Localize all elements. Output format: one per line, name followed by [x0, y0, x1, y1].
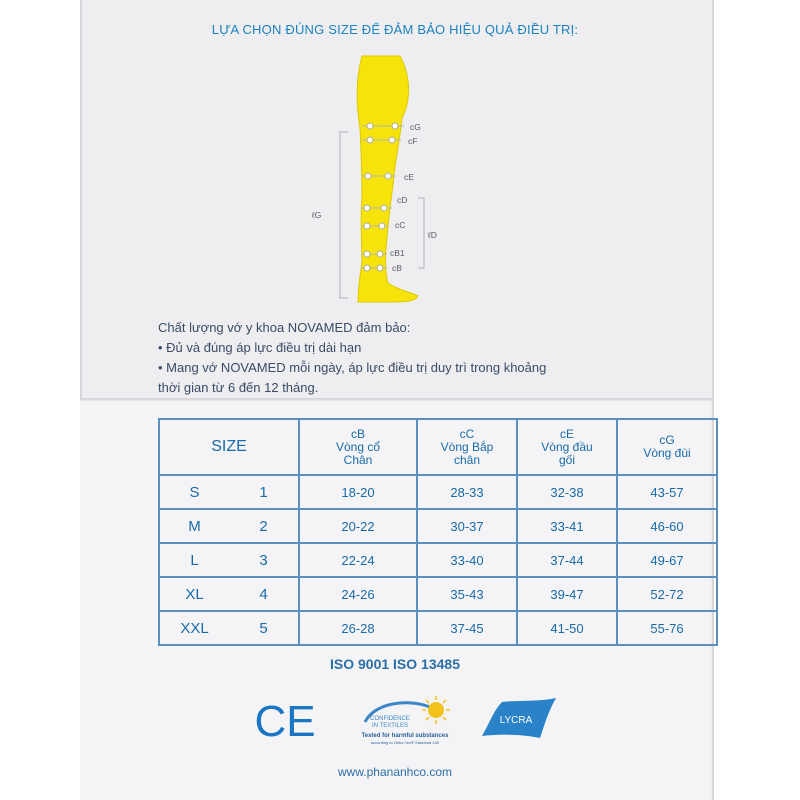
cell-cE: 37-44	[517, 543, 617, 577]
cell-cC: 35-43	[417, 577, 517, 611]
size-letter: L	[159, 543, 229, 577]
col-header-cE	[517, 419, 617, 475]
cell-cG: 55-76	[617, 611, 717, 645]
label-cE: cE	[404, 172, 414, 182]
col-label-2: Chân	[343, 452, 373, 467]
size-number: 3	[229, 543, 299, 577]
col-label-1: Vòng đùi	[643, 446, 691, 460]
cell-cE: 41-50	[517, 611, 617, 645]
cell-cB: 26-28	[299, 611, 417, 645]
cell-cE: 39-47	[517, 577, 617, 611]
table-row	[159, 509, 717, 543]
intro-line-4: thời gian từ 6 đến 12 tháng.	[158, 380, 319, 395]
cell-cC: 28-33	[417, 475, 517, 509]
size-letter: S	[159, 475, 229, 509]
lycra-logo	[478, 696, 560, 740]
size-letter: XXL	[159, 611, 229, 645]
cell-cB: 20-22	[299, 509, 417, 543]
col-label-1: Vòng đầu	[541, 439, 593, 454]
leg-illustration	[300, 48, 500, 308]
size-table	[158, 418, 718, 646]
ce-mark-text: CE	[254, 697, 316, 746]
cell-cG: 43-57	[617, 475, 717, 509]
heading: LỰA CHỌN ĐÚNG SIZE ĐỂ ĐẢM BẢO HIỆU QUẢ ĐIỀU TRỊ:	[211, 22, 579, 37]
cell-cB: 24-26	[299, 577, 417, 611]
intro-line-1: Chất lượng vớ y khoa NOVAMED đảm bảo:	[158, 320, 411, 335]
cell-cC: 33-40	[417, 543, 517, 577]
label-cD: cD	[397, 195, 408, 205]
iso-certifications: ISO 9001 ISO 13485	[330, 656, 460, 672]
cell-cG: 52-72	[617, 577, 717, 611]
size-number: 2	[229, 509, 299, 543]
col-code: cE	[559, 426, 574, 441]
cell-cG: 46-60	[617, 509, 717, 543]
table-header-row	[159, 419, 717, 475]
size-number: 5	[229, 611, 299, 645]
lycra-text: LYCRA	[499, 715, 533, 726]
size-letter: XL	[159, 577, 229, 611]
table-row	[159, 611, 717, 645]
table-row	[159, 543, 717, 577]
col-code: cG	[659, 433, 675, 447]
website-url: www.phananhco.com	[337, 765, 453, 779]
size-letter: M	[159, 509, 229, 543]
table-row	[159, 577, 717, 611]
label-cG: cG	[410, 122, 421, 132]
leg-diagram	[300, 48, 500, 308]
oeko-line-1: CONFIDENCE	[370, 716, 410, 722]
sun-icon	[428, 702, 444, 718]
col-header-cC	[417, 419, 517, 475]
col-label-1: Vòng cổ	[335, 439, 381, 454]
cell-cE: 32-38	[517, 475, 617, 509]
label-cB: cB	[392, 263, 402, 273]
cell-cC: 30-37	[417, 509, 517, 543]
fold-line	[80, 398, 712, 401]
col-label-2: chân	[453, 452, 481, 467]
ce-mark	[245, 690, 325, 750]
cell-cB: 22-24	[299, 543, 417, 577]
oeko-line-2: IN TEXTILES	[372, 723, 408, 729]
label-lG: ℓG	[312, 210, 322, 220]
table-row	[159, 475, 717, 509]
intro-line-2: • Đủ và đúng áp lực điều trị dài hạn	[158, 340, 362, 355]
cell-cC: 37-45	[417, 611, 517, 645]
col-header-cG	[617, 419, 717, 475]
col-header-cB	[299, 419, 417, 475]
intro-line-3: • Mang vớ NOVAMED mỗi ngày, áp lực điều trị duy trì trong khoảng	[158, 360, 547, 375]
oeko-line-4: according to Oeko-Tex® Standard 100	[370, 740, 440, 745]
col-label-2: gối	[558, 452, 575, 467]
size-number: 4	[229, 577, 299, 611]
col-code: cC	[459, 426, 475, 441]
cell-cE: 33-41	[517, 509, 617, 543]
label-cC: cC	[395, 220, 406, 230]
size-number: 1	[229, 475, 299, 509]
col-code: cB	[350, 426, 365, 441]
oeko-tex-logo	[350, 690, 460, 750]
label-cF: cF	[408, 136, 418, 146]
col-label-1: Vòng Bắp	[440, 439, 494, 454]
label-cB1: cB1	[390, 248, 405, 258]
intro-text	[158, 318, 678, 398]
cell-cG: 49-67	[617, 543, 717, 577]
cell-cB: 18-20	[299, 475, 417, 509]
oeko-line-3: Tested for harmful substances	[361, 733, 449, 739]
label-lD: ℓD	[428, 230, 437, 240]
size-header: SIZE	[159, 419, 299, 475]
